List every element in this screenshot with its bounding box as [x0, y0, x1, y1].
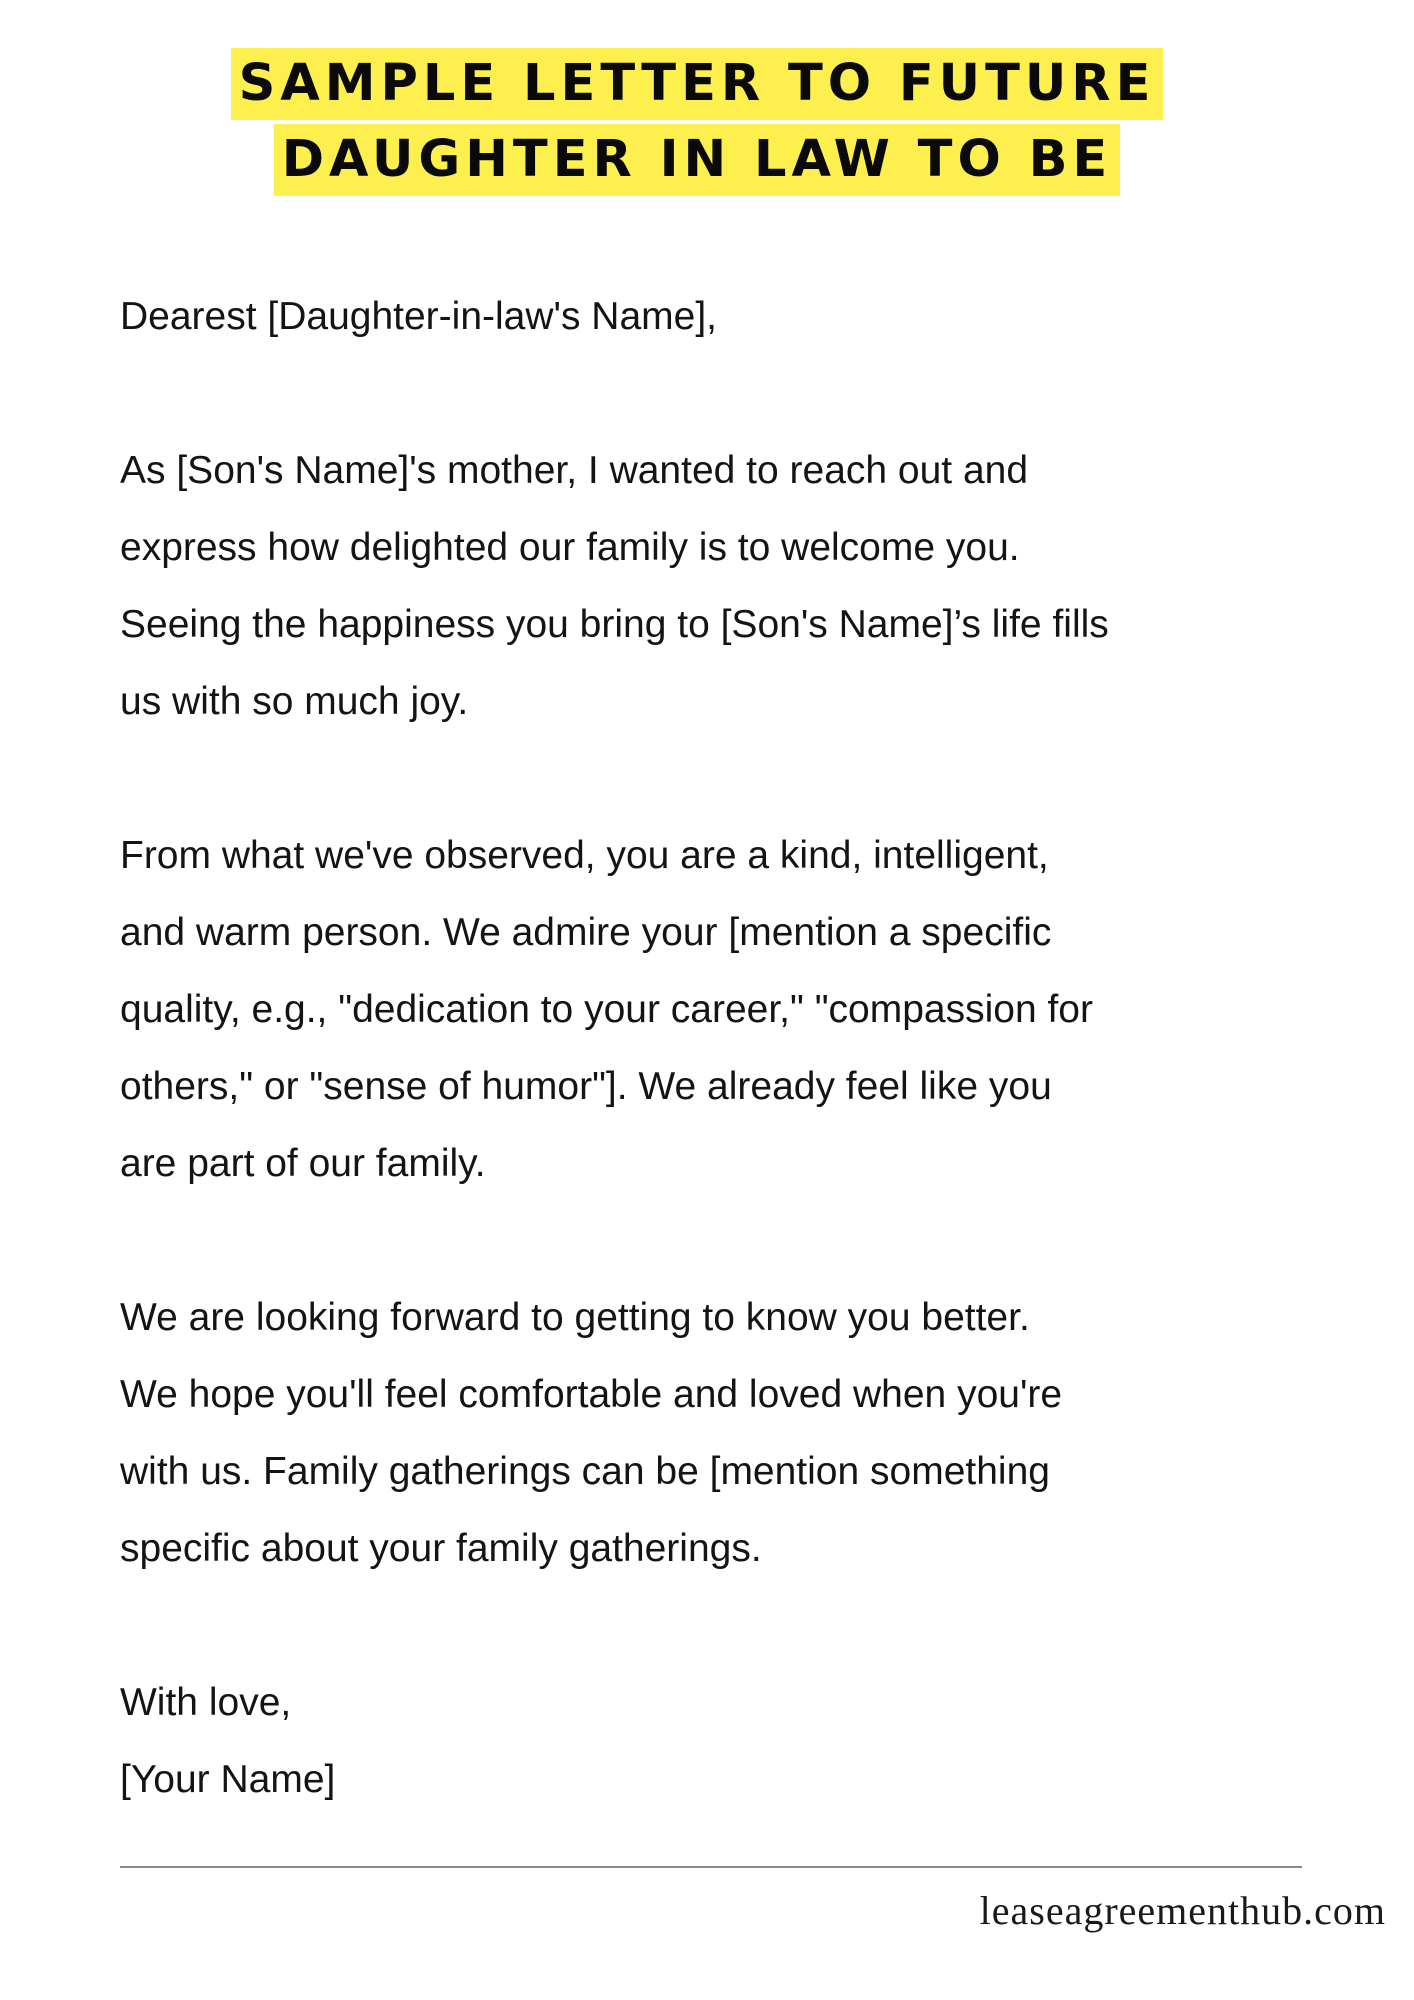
paragraph-line: From what we've observed, you are a kind, intelligent,	[120, 834, 1049, 877]
paragraph-line: As [Son's Name]'s mother, I wanted to reach out and	[120, 449, 1029, 492]
letter-greeting: Dearest [Daughter-in-law's Name],	[120, 295, 717, 338]
letter-paragraph-1	[120, 432, 1360, 740]
footer-divider	[120, 1866, 1302, 1868]
document-title	[0, 48, 1414, 196]
paragraph-line: We hope you'll feel comfortable and loved when you're	[120, 1373, 1063, 1416]
letter-body	[120, 278, 1360, 1818]
paragraph-line: express how delighted our family is to welcome you.	[120, 526, 1020, 569]
paragraph-line: and warm person. We admire your [mention a specific	[120, 911, 1052, 954]
paragraph-line: We are looking forward to getting to know you better.	[120, 1296, 1030, 1339]
title-line-1: SAMPLE LETTER TO FUTURE	[231, 48, 1164, 120]
title-line-2: DAUGHTER IN LAW TO BE	[274, 124, 1121, 196]
closing-salutation: With love,	[120, 1681, 292, 1724]
letter-closing	[120, 1664, 1360, 1818]
paragraph-line: are part of our family.	[120, 1142, 486, 1185]
letter-paragraph-2	[120, 817, 1360, 1202]
footer-site-name: leaseagreementhub.com	[979, 1888, 1386, 1933]
paragraph-line: Seeing the happiness you bring to [Son's Name]’s life fills	[120, 603, 1109, 646]
signature-placeholder: [Your Name]	[120, 1758, 336, 1801]
paragraph-line: specific about your family gatherings.	[120, 1527, 762, 1570]
letter-paragraph-3	[120, 1279, 1360, 1587]
paragraph-line: with us. Family gatherings can be [mention something	[120, 1450, 1050, 1493]
paragraph-line: quality, e.g., "dedication to your career," "compassion for	[120, 988, 1093, 1031]
paragraph-line: us with so much joy.	[120, 680, 469, 723]
paragraph-line: others," or "sense of humor"]. We already feel like you	[120, 1065, 1052, 1108]
